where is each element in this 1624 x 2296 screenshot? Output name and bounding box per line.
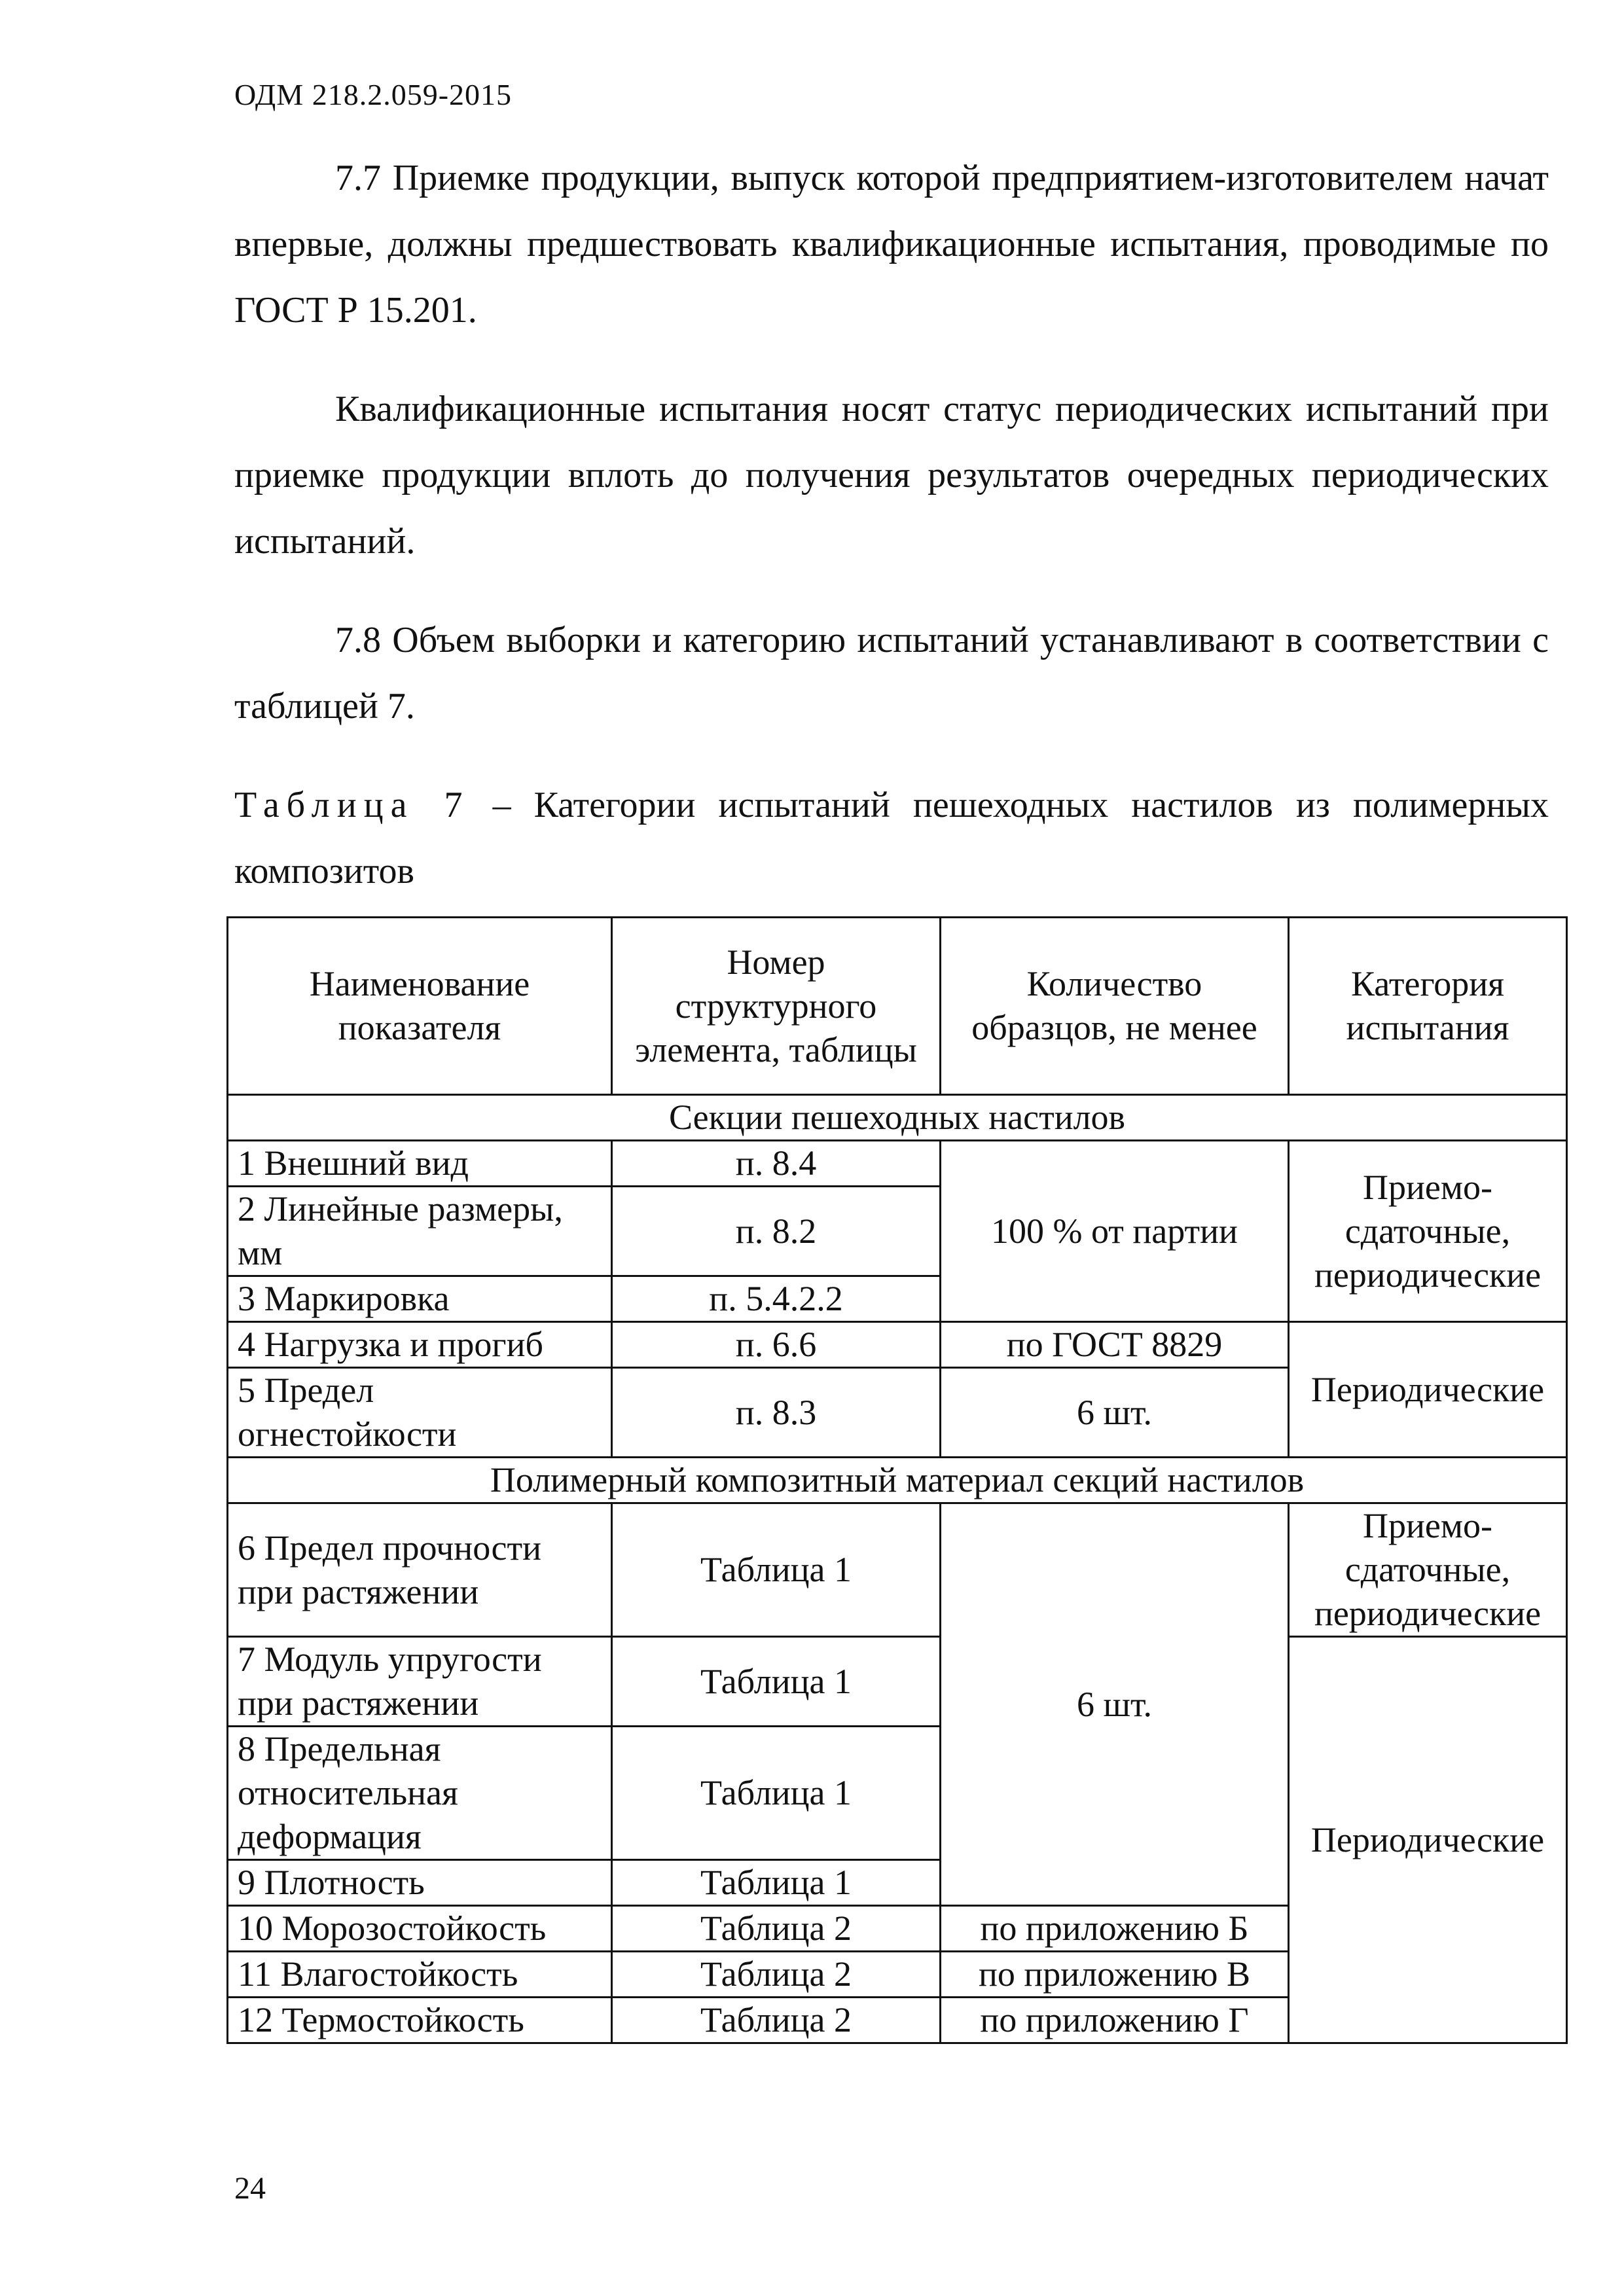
section-row (228, 1458, 1567, 1503)
row-name: 12 Термостойкость (228, 1998, 612, 2043)
row-ref: Таблица 2 (612, 1952, 941, 1998)
table-caption-label: Таблица 7 (234, 785, 470, 825)
row-count: по приложению Б (941, 1906, 1289, 1952)
paragraph-qualification: Квалификационные испытания носят статус периодических испытаний при приемке продукции вплоть до получения результатов очередных периодических испытаний. (234, 389, 1549, 562)
section-row (228, 1095, 1567, 1141)
row-count: 6 шт. (941, 1503, 1289, 1906)
row-ref: Таблица 2 (612, 1998, 941, 2043)
row-ref: Таблица 2 (612, 1906, 941, 1952)
header-category: Категория испытания (1289, 918, 1567, 1095)
table-caption (234, 772, 1549, 905)
section-title: Полимерный композитный материал секций настилов (228, 1458, 1567, 1503)
row-category: Периодические (1289, 1637, 1567, 2043)
table-row (228, 1141, 1567, 1187)
row-ref: п. 8.3 (612, 1368, 941, 1458)
row-name: 7 Модуль упругости при растяжении (228, 1637, 612, 1727)
row-count: по приложению Г (941, 1998, 1289, 2043)
section-title: Секции пешеходных настилов (228, 1095, 1567, 1141)
table-row (228, 1637, 1567, 1727)
row-ref: Таблица 1 (612, 1860, 941, 1906)
row-ref: Таблица 1 (612, 1637, 941, 1727)
row-ref: п. 5.4.2.2 (612, 1276, 941, 1322)
paragraph-7-8: 7.8 Объем выборки и категорию испытаний устанавливают в соответствии с таблицей 7. (234, 620, 1549, 726)
row-name: 8 Предельная относительная деформация (228, 1727, 612, 1860)
row-name: 5 Предел огнестойкости (228, 1368, 612, 1458)
document-code: ОДМ 218.2.059-2015 (234, 78, 513, 111)
row-ref: п. 8.4 (612, 1141, 941, 1187)
row-name: 10 Морозостойкость (228, 1906, 612, 1952)
row-name: 6 Предел прочности при растяжении (228, 1503, 612, 1637)
row-name: 1 Внешний вид (228, 1141, 612, 1187)
row-ref: п. 8.2 (612, 1187, 941, 1276)
row-count: по приложению В (941, 1952, 1289, 1998)
header-count: Количество образцов, не менее (941, 918, 1289, 1095)
table-caption-text: – Категории испытаний пешеходных настилов из полимерных композитов (234, 785, 1549, 891)
row-count: 6 шт. (941, 1368, 1289, 1458)
row-name: 3 Маркировка (228, 1276, 612, 1322)
row-category: Приемо-сдаточные, периодические (1289, 1503, 1567, 1637)
page-number: 24 (234, 2171, 266, 2206)
row-ref: Таблица 1 (612, 1727, 941, 1860)
table-row (228, 1503, 1567, 1637)
row-name: 2 Линейные размеры, мм (228, 1187, 612, 1276)
row-name: 9 Плотность (228, 1860, 612, 1906)
row-count: по ГОСТ 8829 (941, 1322, 1289, 1368)
row-category: Периодические (1289, 1322, 1567, 1458)
table-row (228, 1322, 1567, 1368)
row-name: 4 Нагрузка и прогиб (228, 1322, 612, 1368)
row-category: Приемо-сдаточные, периодические (1289, 1141, 1567, 1322)
row-ref: Таблица 1 (612, 1503, 941, 1637)
table-header-row (228, 918, 1567, 1095)
header-name: Наименование показателя (228, 918, 612, 1095)
tests-table (226, 916, 1568, 2044)
row-ref: п. 6.6 (612, 1322, 941, 1368)
row-name: 11 Влагостойкость (228, 1952, 612, 1998)
header-element: Номер структурного элемента, таблицы (612, 918, 941, 1095)
row-count: 100 % от партии (941, 1141, 1289, 1322)
paragraph-7-7: 7.7 Приемке продукции, выпуск которой предприятием-изготовителем начат впервые, должны предшествовать квалификационные испытания, проводимые по ГОСТ Р 15.201. (234, 158, 1549, 331)
